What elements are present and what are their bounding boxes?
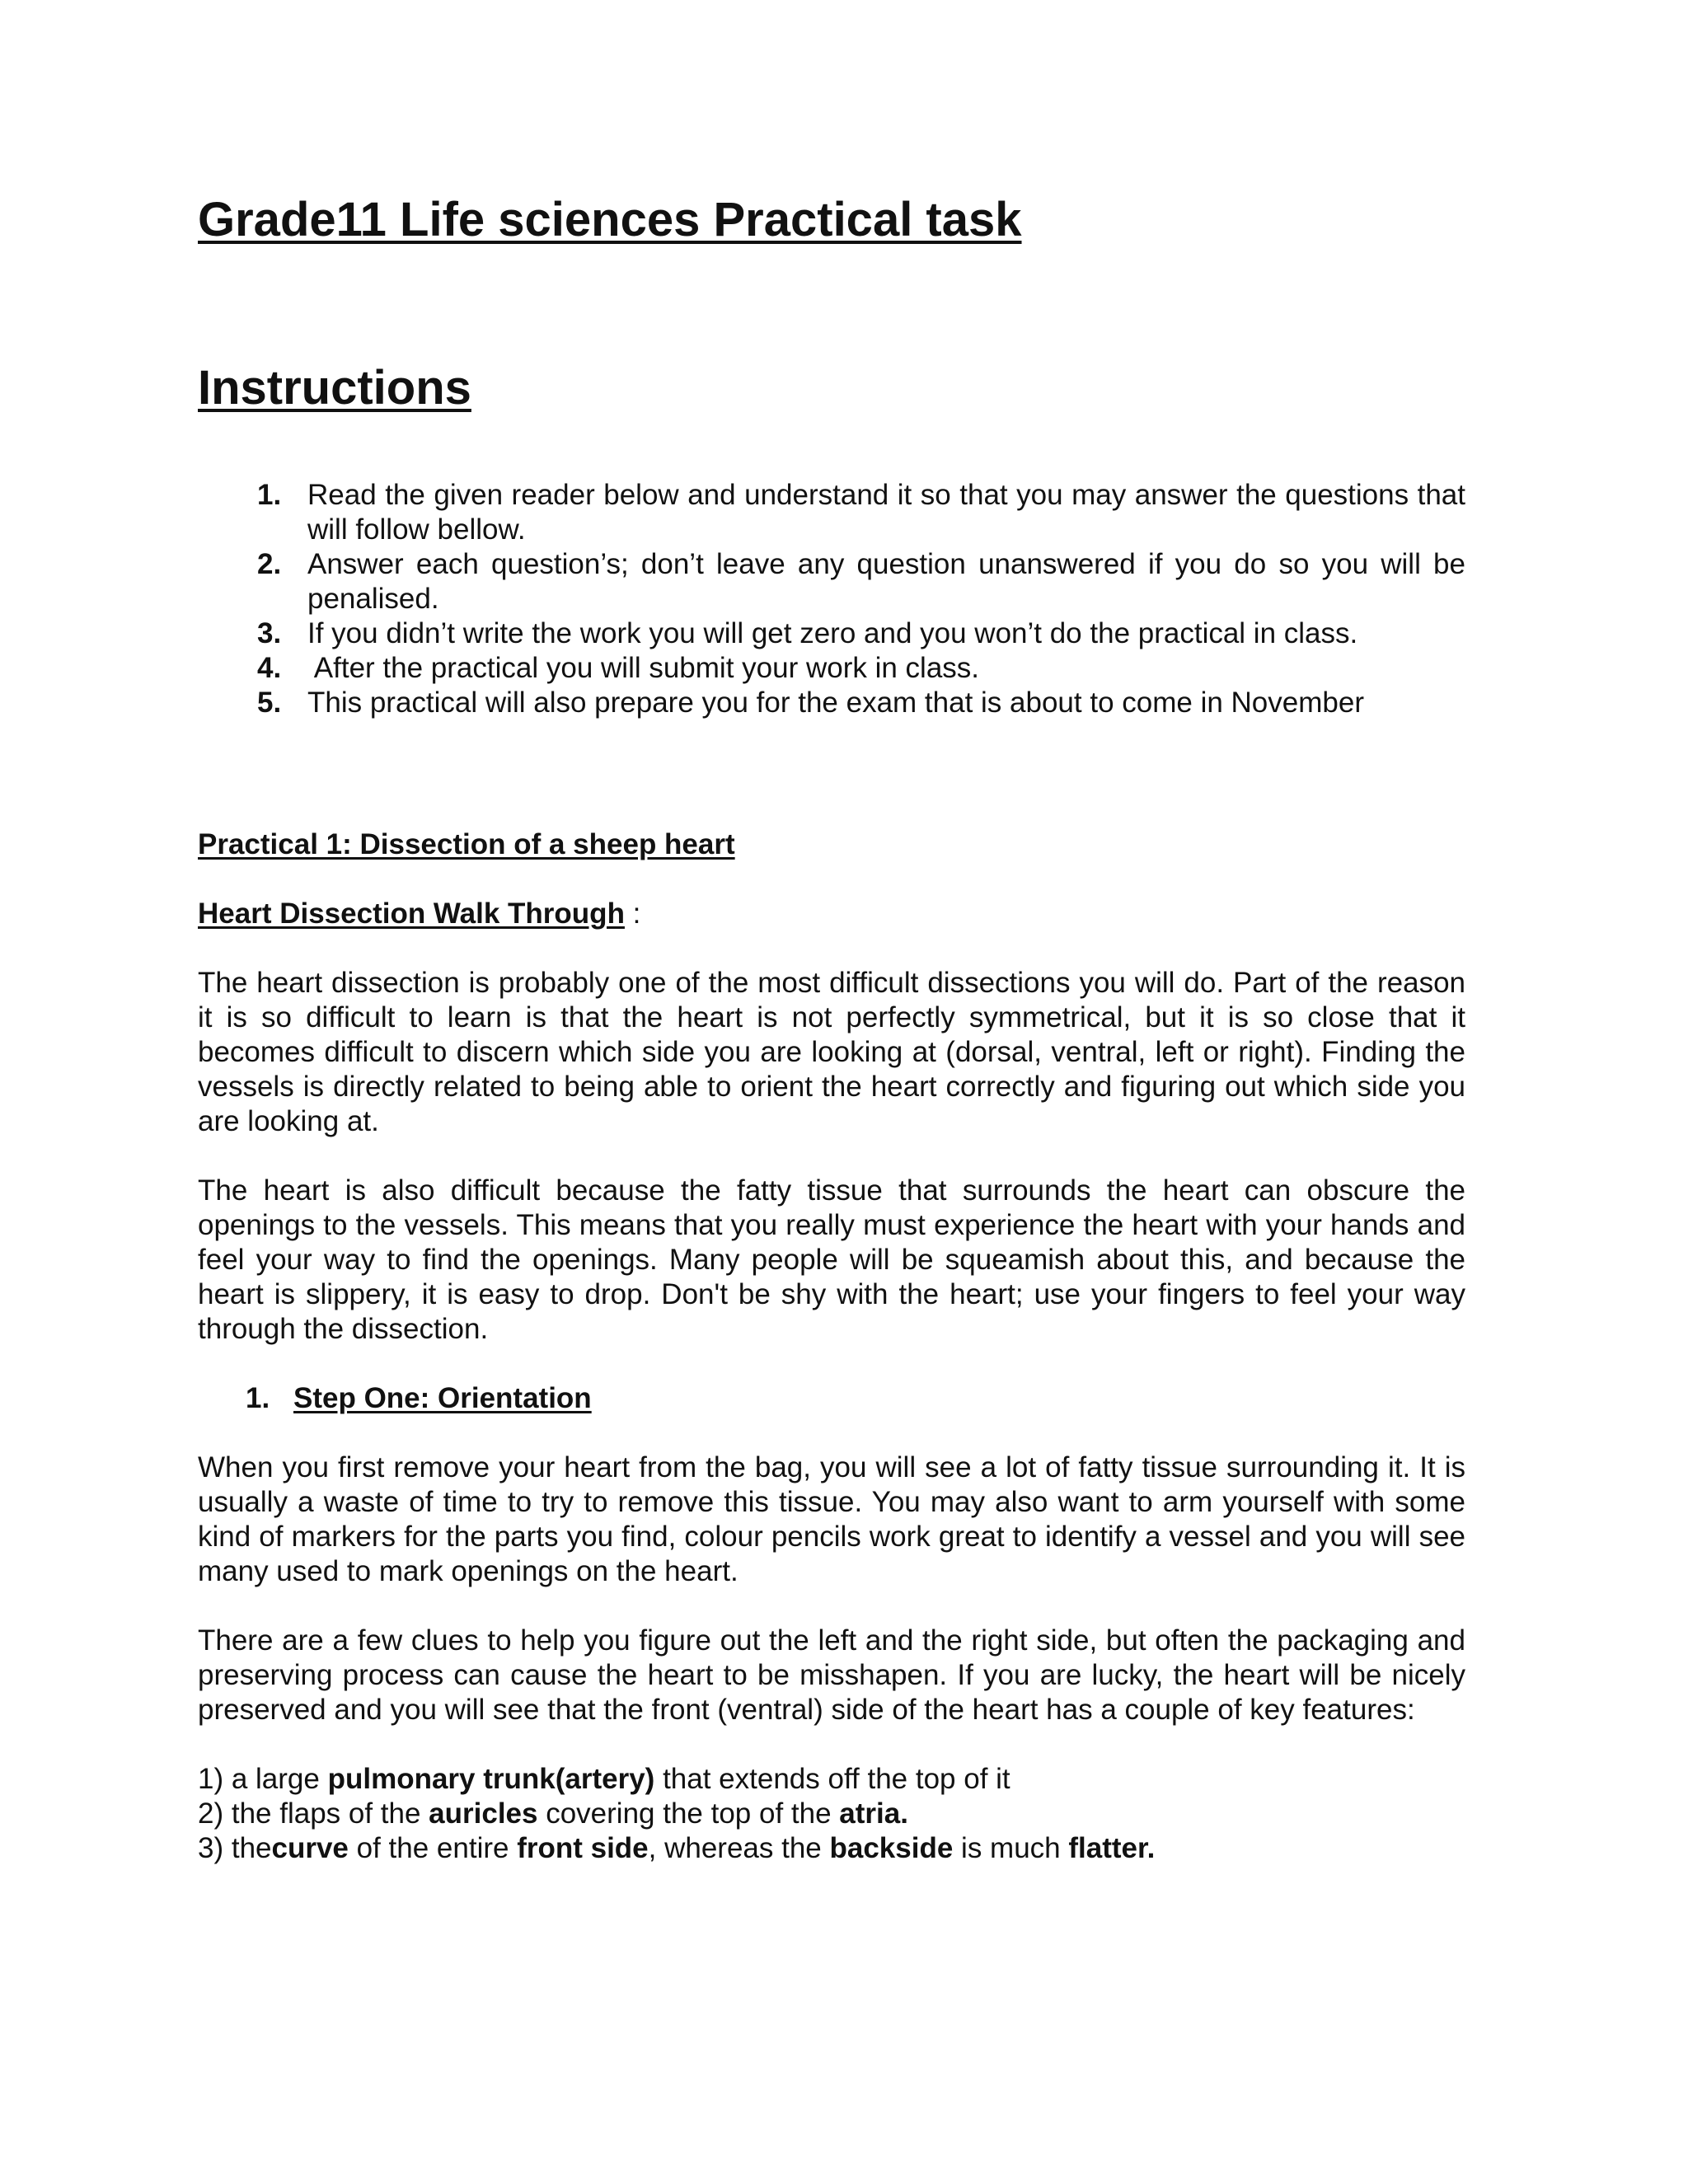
instruction-number: 2. [257,548,282,580]
practical-heading-row [198,827,1465,862]
feature-term: backside [829,1832,954,1864]
step-one-heading [246,1381,592,1416]
instruction-number: 3. [257,617,282,649]
feature-term: front side [517,1832,649,1864]
instruction-item [198,686,1465,720]
feature-text: covering the top of the [537,1797,840,1830]
clues-paragraph: There are a few clues to help you figure out the left and the right side, but often the packaging and preserving process can cause the heart to be misshapen. If you are lucky, the heart will be nicely preserved and you will see that the front (ventral) side of the heart has a couple of key features: [198,1624,1465,1726]
walkthrough-heading: Heart Dissection Walk Through [198,898,625,930]
feature-item [198,1831,1465,1866]
feature-term: flatter. [1068,1832,1156,1864]
feature-term: atria. [839,1797,908,1830]
instruction-number: 1. [257,479,282,511]
feature-item [198,1797,1465,1831]
step-title: Step One: Orientation [293,1382,592,1414]
feature-term: curve [271,1832,349,1864]
feature-term: pulmonary trunk(artery) [327,1763,655,1795]
feature-text: 1) a large [198,1763,328,1795]
instruction-number: 5. [257,687,282,719]
instruction-item [198,478,1465,547]
instruction-text: Answer each question’s; don’t leave any question unanswered if you do so you will be penalised. [307,548,1465,615]
feature-text: is much [953,1832,1069,1864]
step-number: 1. [246,1382,270,1414]
instruction-item [198,651,1465,686]
fatty-tissue-paragraph: The heart is also difficult because the fatty tissue that surrounds the heart can obscure the openings to the vessels. This means that you really must experience the heart with your hands and feel your way to find the openings. Many people will be squeamish about this, and because the heart is slippery, it is easy to drop. Don't be shy with the heart; use your fingers to feel your way through the dissection. [198,1174,1465,1345]
instruction-text: After the practical you will submit your work in class. [307,652,980,684]
key-features-list [198,1762,1465,1866]
instruction-number: 4. [257,652,282,684]
instruction-text: This practical will also prepare you for the exam that is about to come in November [307,687,1364,719]
instruction-text: Read the given reader below and understand it so that you may answer the questions that will follow bellow. [307,479,1465,546]
feature-term: auricles [429,1797,538,1830]
feature-text: 2) the flaps of the [198,1797,429,1830]
instruction-text: If you didn’t write the work you will get zero and you won’t do the practical in class. [307,617,1358,649]
feature-text: , whereas the [648,1832,830,1864]
walkthrough-colon: : [624,898,641,930]
intro-paragraph: The heart dissection is probably one of the most difficult dissections you will do. Part of the reason it is so difficult to learn is that the heart is not perfectly symmetrical, but it is so close that it becomes difficult to discern which side you are looking at (dorsal, ventral, left or right). Finding the vessels is directly related to being able to orient the heart correctly and figuring out which side you are looking at. [198,967,1465,1137]
instruction-item [198,547,1465,616]
feature-text: of the entire [348,1832,518,1864]
feature-text: 3) the [198,1832,272,1864]
page-title: Grade11 Life sciences Practical task [198,193,1022,246]
feature-item [198,1762,1465,1797]
walkthrough-heading-row [198,897,1465,931]
orientation-paragraph: When you first remove your heart from the bag, you will see a lot of fatty tissue surrounding it. It is usually a waste of time to try to remove this tissue. You may also want to arm yourself with some kind of markers for the parts you find, colour pencils work great to identify a vessel and you will see many used to mark openings on the heart. [198,1451,1465,1587]
instructions-heading: Instructions [198,361,471,415]
instructions-list [198,478,1465,720]
practical-heading: Practical 1: Dissection of a sheep heart [198,828,735,860]
instruction-item [198,616,1465,651]
feature-text: that extends off the top of it [654,1763,1010,1795]
